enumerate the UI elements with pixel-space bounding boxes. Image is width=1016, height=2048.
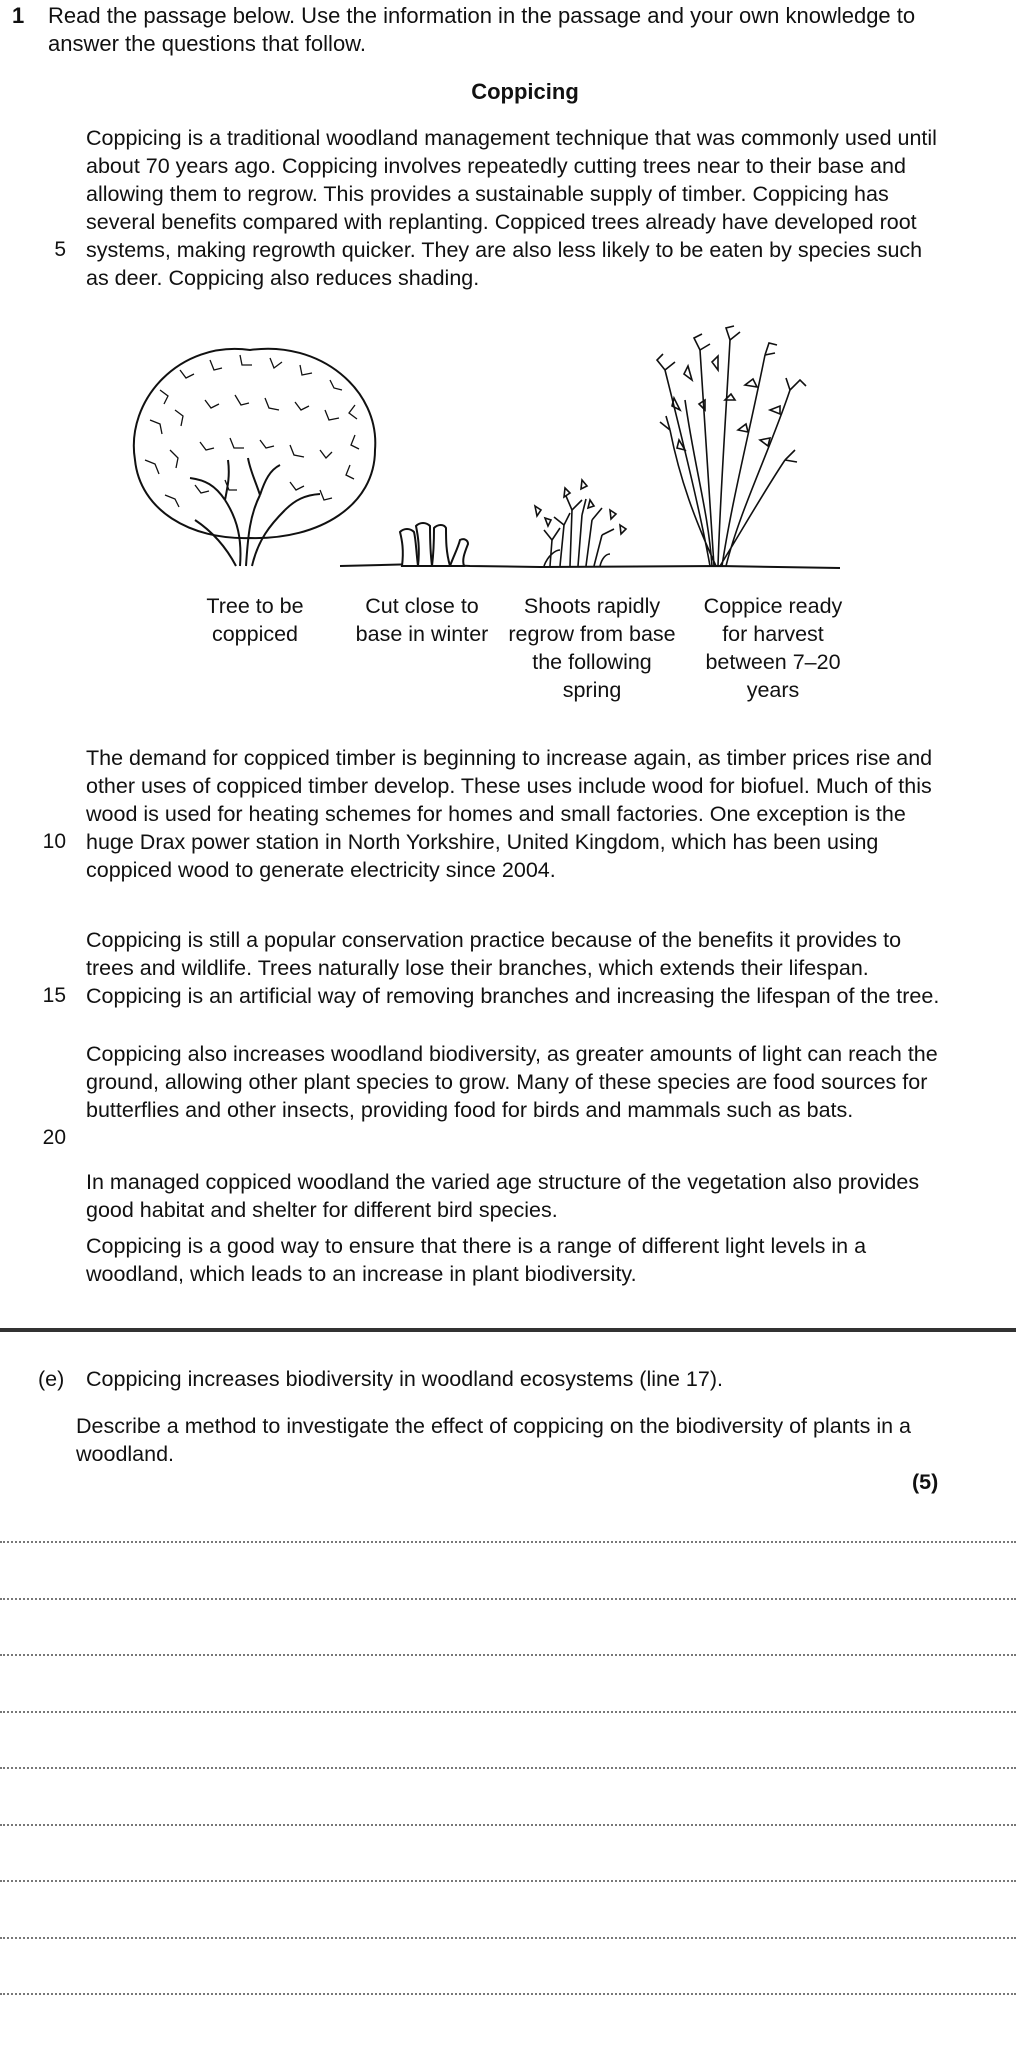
answer-line[interactable] <box>0 1937 1016 1939</box>
caption-cut-close-to-base: Cut close to base in winter <box>355 594 489 646</box>
passage-paragraph-6: Coppicing is a good way to ensure that there is a range of different light levels in a woodland, which leads to an increase in plant biodiversity. <box>86 1234 867 1286</box>
caption-coppice-ready: Coppice ready for harvest between 7–20 years <box>703 594 843 702</box>
passage-paragraph-5: In managed coppiced woodland the varied age structure of the vegetation also provides good habitat and shelter for different bird species. <box>86 1170 920 1222</box>
question-marks: (5) <box>912 1470 939 1494</box>
coppicing-diagram <box>120 310 850 580</box>
mature-tree-illustration <box>134 349 375 566</box>
cut-stump-illustration <box>400 523 468 566</box>
answer-line[interactable] <box>0 1598 1016 1600</box>
question-part-description: Describe a method to investigate the effect of coppicing on the biodiversity of plants in a woodland. <box>76 1414 912 1466</box>
line-number-15: 15 <box>42 984 66 1007</box>
caption-shoots-regrow: Shoots rapidly regrow from base the following spring <box>508 594 676 702</box>
coppice-ready-illustration <box>657 326 806 566</box>
answer-line[interactable] <box>0 1993 1016 1995</box>
answer-line[interactable] <box>0 1767 1016 1769</box>
passage-paragraph-3: Coppicing is still a popular conservation practice because of the benefits it provides to trees and wildlife. Trees naturally lose their branches, which extends their lifespan. Coppicing is an artificial way of removing branches and increasing the lifespan of the tree. <box>86 928 940 1008</box>
passage-paragraph-1: Coppicing is a traditional woodland management technique that was commonly used until about 70 years ago. Coppicing involves repeatedly cutting trees near to their base and allowing them to regrow. This provides a sustainable supply of timber. Coppicing has several benefits compared with replanting. Coppiced trees already have developed root systems, making regrowth quicker. They are also less likely to be eaten by species such as deer. Coppicing also reduces shading. <box>86 126 937 290</box>
question-part-text: Coppicing increases biodiversity in woodland ecosystems (line 17). <box>86 1367 723 1391</box>
answer-line[interactable] <box>0 1880 1016 1882</box>
line-number-20: 20 <box>42 1126 66 1149</box>
question-number: 1 <box>12 3 25 28</box>
regrowth-shoots-illustration <box>535 480 626 566</box>
section-divider <box>0 1328 1016 1332</box>
passage-paragraph-4: Coppicing also increases woodland biodiversity, as greater amounts of light can reach the ground, allowing other plant species to grow. Many of these species are food sources for butterflies and other insects, providing food for birds and mammals such as bats. <box>86 1042 938 1122</box>
question-intro: Read the passage below. Use the information in the passage and your own knowledge to answer the questions that follow. <box>48 3 916 56</box>
answer-line[interactable] <box>0 1541 1016 1543</box>
line-number-10: 10 <box>42 830 66 853</box>
answer-line[interactable] <box>0 1654 1016 1656</box>
line-number-5: 5 <box>54 238 66 261</box>
answer-line[interactable] <box>0 1824 1016 1826</box>
caption-tree-to-be-coppiced: Tree to be coppiced <box>206 594 304 646</box>
question-part-label: (e) <box>38 1367 65 1391</box>
answer-line[interactable] <box>0 1711 1016 1713</box>
passage-title: Coppicing <box>471 79 579 104</box>
passage-paragraph-2: The demand for coppiced timber is beginning to increase again, as timber prices rise and other uses of coppiced timber develop. These uses include wood for biofuel. Much of this wood is used for heating schemes for homes and small factories. One exception is the huge Drax power station in North Yorkshire, United Kingdom, which has been using coppiced wood to generate electricity since 2004. <box>86 746 933 882</box>
